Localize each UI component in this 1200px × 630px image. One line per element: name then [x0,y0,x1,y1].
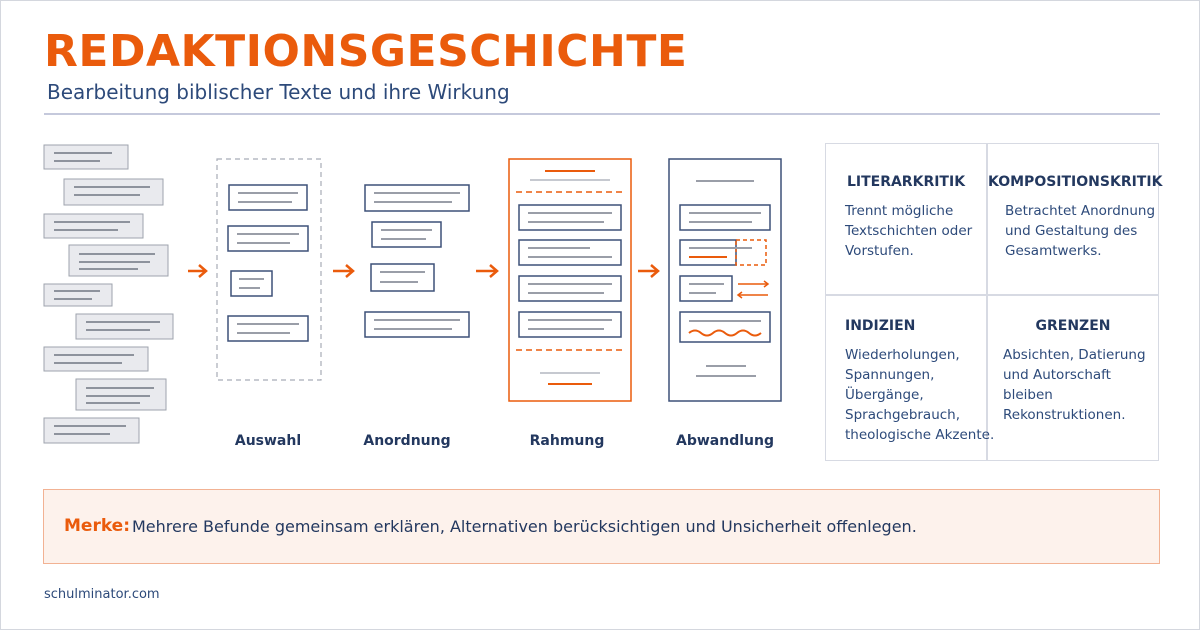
stage-label-rahmung: Rahmung [529,433,605,449]
cell-heading-indizien: INDIZIEN [845,318,916,334]
cell-text-indizien: Wiederholungen, Spannungen, Übergänge, Sprachgebrauch, theologische Akzente. [845,347,995,443]
stage-label-abwandlung: Abwandlung [676,433,774,449]
stage-anordnung-graphic [365,185,469,337]
arrow-2 [333,265,353,277]
note-text: Mehrere Befunde gemeinsam erklären, Alternativen berücksichtigen und Unsicherheit offenlegen. [132,517,917,536]
cell-text-literarkritik: Trennt mögliche Textschichten oder Vorstufen. [845,203,973,259]
cell-heading-literarkritik: LITERARKRITIK [846,174,966,190]
fragment-6 [76,314,173,339]
footer-site: schulminator.com [44,587,160,602]
fragment-3 [44,214,143,238]
page-subtitle: Bearbeitung biblischer Texte und ihre Wirkung [47,80,510,104]
note-box [43,489,1160,564]
fragment-7 [44,347,148,371]
stage-label-auswahl: Auswahl [234,433,302,449]
source-fragments [44,145,173,443]
arrow-3 [476,265,497,277]
fragment-4 [69,245,168,276]
cell-text-grenzen: Absichten, Datierung und Autorschaft bleiben Rekonstruktionen. [1003,347,1146,423]
cell-text-kompositionskritik: Betrachtet Anordnung und Gestaltung des Gesamtwerks. [1005,203,1156,259]
arrow-4 [638,265,658,277]
fragment-9 [44,418,139,443]
cell-heading-grenzen: GRENZEN [1035,318,1111,334]
note-label: Merke: [64,516,131,536]
fragment-5 [44,284,112,306]
stage-label-anordnung: Anordnung [363,433,451,449]
fragment-8 [76,379,166,410]
stage-abwandlung-graphic [669,159,781,401]
page-title: REDAKTIONSGESCHICHTE [44,26,688,77]
fragment-1 [44,145,128,169]
stage-rahmung-graphic [509,159,631,401]
grid-divider-horizontal [826,294,1158,296]
arrow-1 [188,265,206,277]
fragment-2 [64,179,163,205]
stage-auswahl-graphic [217,159,321,380]
concept-grid [825,143,1163,461]
cell-heading-kompositionskritik: KOMPOSITIONSKRITIK [988,174,1163,190]
